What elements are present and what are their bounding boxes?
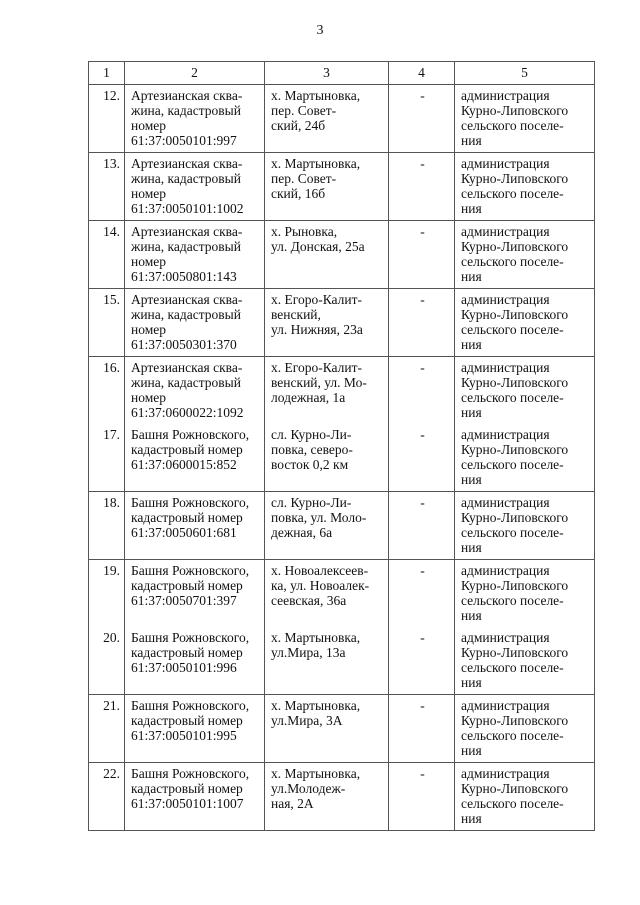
owner-cell: администрация Курно-Липовского сельского поселе- ния xyxy=(455,357,595,425)
header-col-2: 2 xyxy=(125,62,265,85)
header-col-3: 3 xyxy=(265,62,389,85)
col4-cell: - xyxy=(389,492,455,560)
col4-cell: - xyxy=(389,357,455,425)
address-cell: х. Егоро-Калит- венский, ул. Нижняя, 23а xyxy=(265,289,389,357)
address-cell: сл. Курно-Ли- повка, северо- восток 0,2 км xyxy=(265,424,389,492)
row-number: 22. xyxy=(89,763,125,831)
owner-cell: администрация Курно-Липовского сельского поселе- ния xyxy=(455,85,595,153)
table-row xyxy=(89,627,595,695)
object-name-cell: Башня Рожновского, кадастровый номер 61:37:0050101:996 xyxy=(125,627,265,695)
row-number: 14. xyxy=(89,221,125,289)
col4-cell: - xyxy=(389,763,455,831)
object-name-cell: Артезианская сква- жина, кадастровый номер 61:37:0050801:143 xyxy=(125,221,265,289)
object-name-cell: Башня Рожновского, кадастровый номер 61:37:0050601:681 xyxy=(125,492,265,560)
address-cell: х. Мартыновка, ул.Мира, 13а xyxy=(265,627,389,695)
table-row xyxy=(89,560,595,628)
object-name-cell: Башня Рожновского, кадастровый номер 61:37:0050101:1007 xyxy=(125,763,265,831)
col4-cell: - xyxy=(389,627,455,695)
row-number: 19. xyxy=(89,560,125,628)
table-row xyxy=(89,221,595,289)
table-row xyxy=(89,357,595,425)
address-cell: х. Рыновка, ул. Донская, 25а xyxy=(265,221,389,289)
address-cell: сл. Курно-Ли- повка, ул. Моло- дежная, 6а xyxy=(265,492,389,560)
row-number: 12. xyxy=(89,85,125,153)
row-number: 17. xyxy=(89,424,125,492)
object-name-cell: Башня Рожновского, кадастровый номер 61:37:0600015:852 xyxy=(125,424,265,492)
address-cell: х. Егоро-Калит- венский, ул. Мо- лодежная, 1а xyxy=(265,357,389,425)
row-number: 21. xyxy=(89,695,125,763)
address-cell: х. Новоалексеев- ка, ул. Новоалек- сеевская, 36а xyxy=(265,560,389,628)
address-cell: х. Мартыновка, пер. Совет- ский, 24б xyxy=(265,85,389,153)
col4-cell: - xyxy=(389,289,455,357)
col4-cell: - xyxy=(389,560,455,628)
col4-cell: - xyxy=(389,424,455,492)
object-name-cell: Артезианская сква- жина, кадастровый номер 61:37:0050301:370 xyxy=(125,289,265,357)
object-name-cell: Артезианская сква- жина, кадастровый номер 61:37:0050101:997 xyxy=(125,85,265,153)
row-number: 20. xyxy=(89,627,125,695)
row-number: 18. xyxy=(89,492,125,560)
header-col-1: 1 xyxy=(89,62,125,85)
address-cell: х. Мартыновка, ул.Мира, 3А xyxy=(265,695,389,763)
header-col-4: 4 xyxy=(389,62,455,85)
page-number: 3 xyxy=(316,23,324,38)
object-name-cell: Артезианская сква- жина, кадастровый номер 61:37:0050101:1002 xyxy=(125,153,265,221)
col4-cell: - xyxy=(389,695,455,763)
table-row xyxy=(89,153,595,221)
owner-cell: администрация Курно-Липовского сельского поселе- ния xyxy=(455,695,595,763)
object-name-cell: Башня Рожновского, кадастровый номер 61:37:0050701:397 xyxy=(125,560,265,628)
owner-cell: администрация Курно-Липовского сельского поселе- ния xyxy=(455,492,595,560)
object-name-cell: Башня Рожновского, кадастровый номер 61:37:0050101:995 xyxy=(125,695,265,763)
owner-cell: администрация Курно-Липовского сельского поселе- ния xyxy=(455,560,595,628)
objects-table xyxy=(88,61,595,831)
owner-cell: администрация Курно-Липовского сельского поселе- ния xyxy=(455,763,595,831)
owner-cell: администрация Курно-Липовского сельского поселе- ния xyxy=(455,627,595,695)
row-number: 13. xyxy=(89,153,125,221)
object-name-cell: Артезианская сква- жина, кадастровый номер 61:37:0600022:1092 xyxy=(125,357,265,425)
header-col-5: 5 xyxy=(455,62,595,85)
col4-cell: - xyxy=(389,85,455,153)
table-row xyxy=(89,289,595,357)
table-row xyxy=(89,85,595,153)
owner-cell: администрация Курно-Липовского сельского поселе- ния xyxy=(455,221,595,289)
row-number: 15. xyxy=(89,289,125,357)
owner-cell: администрация Курно-Липовского сельского поселе- ния xyxy=(455,153,595,221)
owner-cell: администрация Курно-Липовского сельского поселе- ния xyxy=(455,289,595,357)
table-row xyxy=(89,492,595,560)
table-row xyxy=(89,424,595,492)
col4-cell: - xyxy=(389,153,455,221)
table-row xyxy=(89,695,595,763)
address-cell: х. Мартыновка, ул.Молодеж- ная, 2А xyxy=(265,763,389,831)
owner-cell: администрация Курно-Липовского сельского поселе- ния xyxy=(455,424,595,492)
col4-cell: - xyxy=(389,221,455,289)
table-row xyxy=(89,763,595,831)
row-number: 16. xyxy=(89,357,125,425)
table-header-row xyxy=(89,62,595,85)
address-cell: х. Мартыновка, пер. Совет- ский, 16б xyxy=(265,153,389,221)
